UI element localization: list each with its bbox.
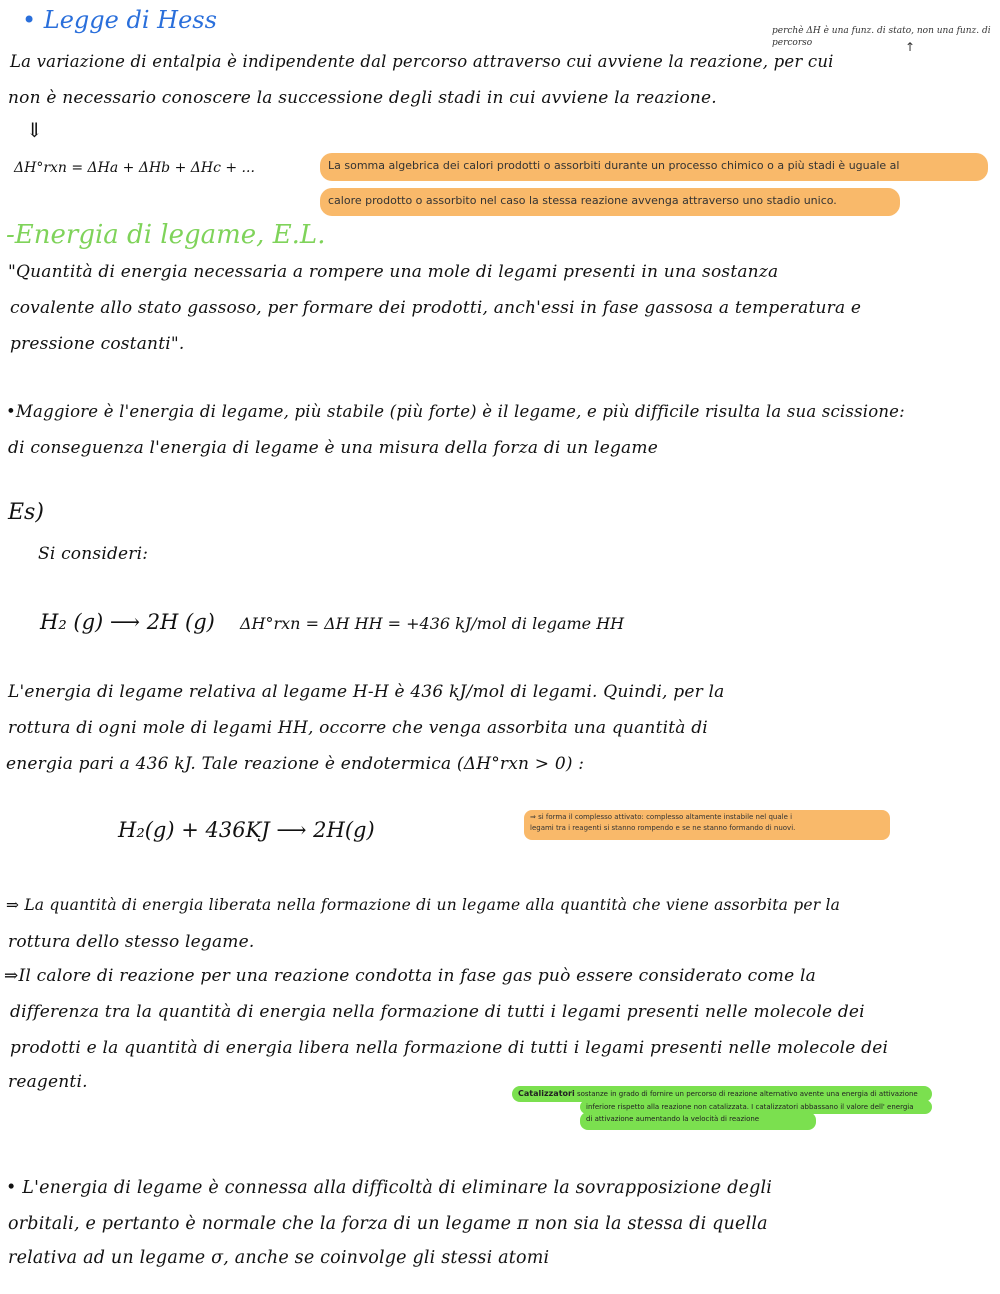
enthalpy-h2: ΔH°rxn = ΔH HH = +436 kJ/mol di legame HH bbox=[240, 614, 625, 633]
conclusion-2-line-1: ⇒Il calore di reazione per una reazione condotta in fase gas può essere considerato come la bbox=[4, 966, 816, 986]
hess-text-line-1: La variazione di entalpia è indipendente dal percorso attraverso cui avviene la reazione, per cui bbox=[10, 52, 834, 71]
hess-highlight-text-1: La somma algebrica dei calori prodotti o assorbiti durante un processo chimico o a più stadi è uguale al bbox=[328, 159, 900, 172]
activated-complex-line-1: ⇒ si forma il complesso attivato: complesso altamente instabile nel quale i bbox=[530, 813, 793, 821]
hess-highlight-line-2 bbox=[320, 188, 900, 216]
catalysts-label: Catalizzatori bbox=[518, 1089, 575, 1098]
side-note-line-2: percorso bbox=[772, 38, 813, 48]
hess-title: • Legge di Hess bbox=[22, 6, 217, 34]
final-line-2: orbitali, e pertanto è normale che la forza di un legame π non sia la stessa di quella bbox=[8, 1214, 768, 1234]
catalysts-note-line-3 bbox=[580, 1112, 816, 1130]
conclusion-2-line-3: prodotti e la quantità di energia libera nella formazione di tutti i legami presenti nelle molecole dei bbox=[10, 1038, 889, 1058]
example-label: Es) bbox=[8, 500, 44, 525]
definition-line-1: "Quantità di energia necessaria a rompere una mole di legami presenti in una sostanza bbox=[8, 262, 779, 282]
catalysts-text-2: inferiore rispetto alla reazione non catalizzata. I catalizzatori abbassano il valore dell' energia bbox=[586, 1103, 914, 1111]
explanation-line-1: L'energia di legame relativa al legame H-H è 436 kJ/mol di legami. Quindi, per la bbox=[8, 682, 725, 702]
conclusion-1-line-2: rottura dello stesso legame. bbox=[8, 932, 255, 952]
hess-highlight-line-1 bbox=[320, 153, 988, 181]
final-line-1: • L'energia di legame è connessa alla difficoltà di eliminare la sovrapposizione degli bbox=[6, 1178, 773, 1198]
explanation-line-3: energia pari a 436 kJ. Tale reazione è endotermica (ΔH°rxn > 0) : bbox=[6, 754, 585, 774]
conclusion-2-line-2: differenza tra la quantità di energia nella formazione di tutti i legami presenti nelle molecole dei bbox=[10, 1002, 865, 1022]
catalysts-text-1: sostanze in grado di fornire un percorso di reazione alternativo avente una energia di attivazione bbox=[576, 1090, 918, 1098]
explanation-line-2: rottura di ogni mole di legami HH, occorre che venga assorbita una quantità di bbox=[8, 718, 708, 738]
side-note-line-1: perchè ΔH è una funz. di stato, non una funz. di bbox=[772, 26, 991, 36]
catalysts-text-3: di attivazione aumentando la velocità di reazione bbox=[586, 1115, 760, 1123]
definition-line-3: pressione costanti". bbox=[10, 334, 185, 354]
hess-equation: ΔH°rxn = ΔHa + ΔHb + ΔHc + ... bbox=[14, 160, 255, 176]
conclusion-2-line-4: reagenti. bbox=[8, 1072, 88, 1092]
hess-highlight-text-2: calore prodotto o assorbito nel caso la stessa reazione avvenga attraverso uno stadio unico. bbox=[328, 194, 837, 207]
hess-text-line-2: non è necessario conoscere la successione degli stadi in cui avviene la reazione. bbox=[8, 88, 717, 108]
conclusion-1-line-1: ⇒ La quantità di energia liberata nella formazione di un legame alla quantità che viene assorbita per la bbox=[6, 896, 841, 914]
up-arrow-icon: ↑ bbox=[905, 40, 916, 54]
stability-bullet-line-1: •Maggiore è l'energia di legame, più stabile (più forte) è il legame, e più difficile risulta la sua scissione: bbox=[6, 402, 905, 421]
stability-bullet-line-2: di conseguenza l'energia di legame è una misura della forza di un legame bbox=[8, 438, 658, 458]
activated-complex-line-2: legami tra i reagenti si stanno rompendo e se ne stanno formando di nuovi. bbox=[530, 823, 796, 832]
reaction-h2: H₂ (g) ⟶ 2H (g) bbox=[40, 610, 215, 634]
activated-complex-note bbox=[524, 810, 890, 840]
implies-arrow-icon: ⇓ bbox=[26, 118, 43, 142]
definition-line-2: covalente allo stato gassoso, per formare dei prodotti, anch'essi in fase gassosa a temperatura e bbox=[10, 298, 862, 318]
consider-text: Si consideri: bbox=[38, 544, 149, 564]
final-line-3: relativa ad un legame σ, anche se coinvolge gli stessi atomi bbox=[8, 1248, 550, 1268]
bond-energy-title: -Energia di legame, E.L. bbox=[6, 220, 326, 250]
reaction-endothermic: H₂(g) + 436KJ ⟶ 2H(g) bbox=[118, 818, 375, 842]
